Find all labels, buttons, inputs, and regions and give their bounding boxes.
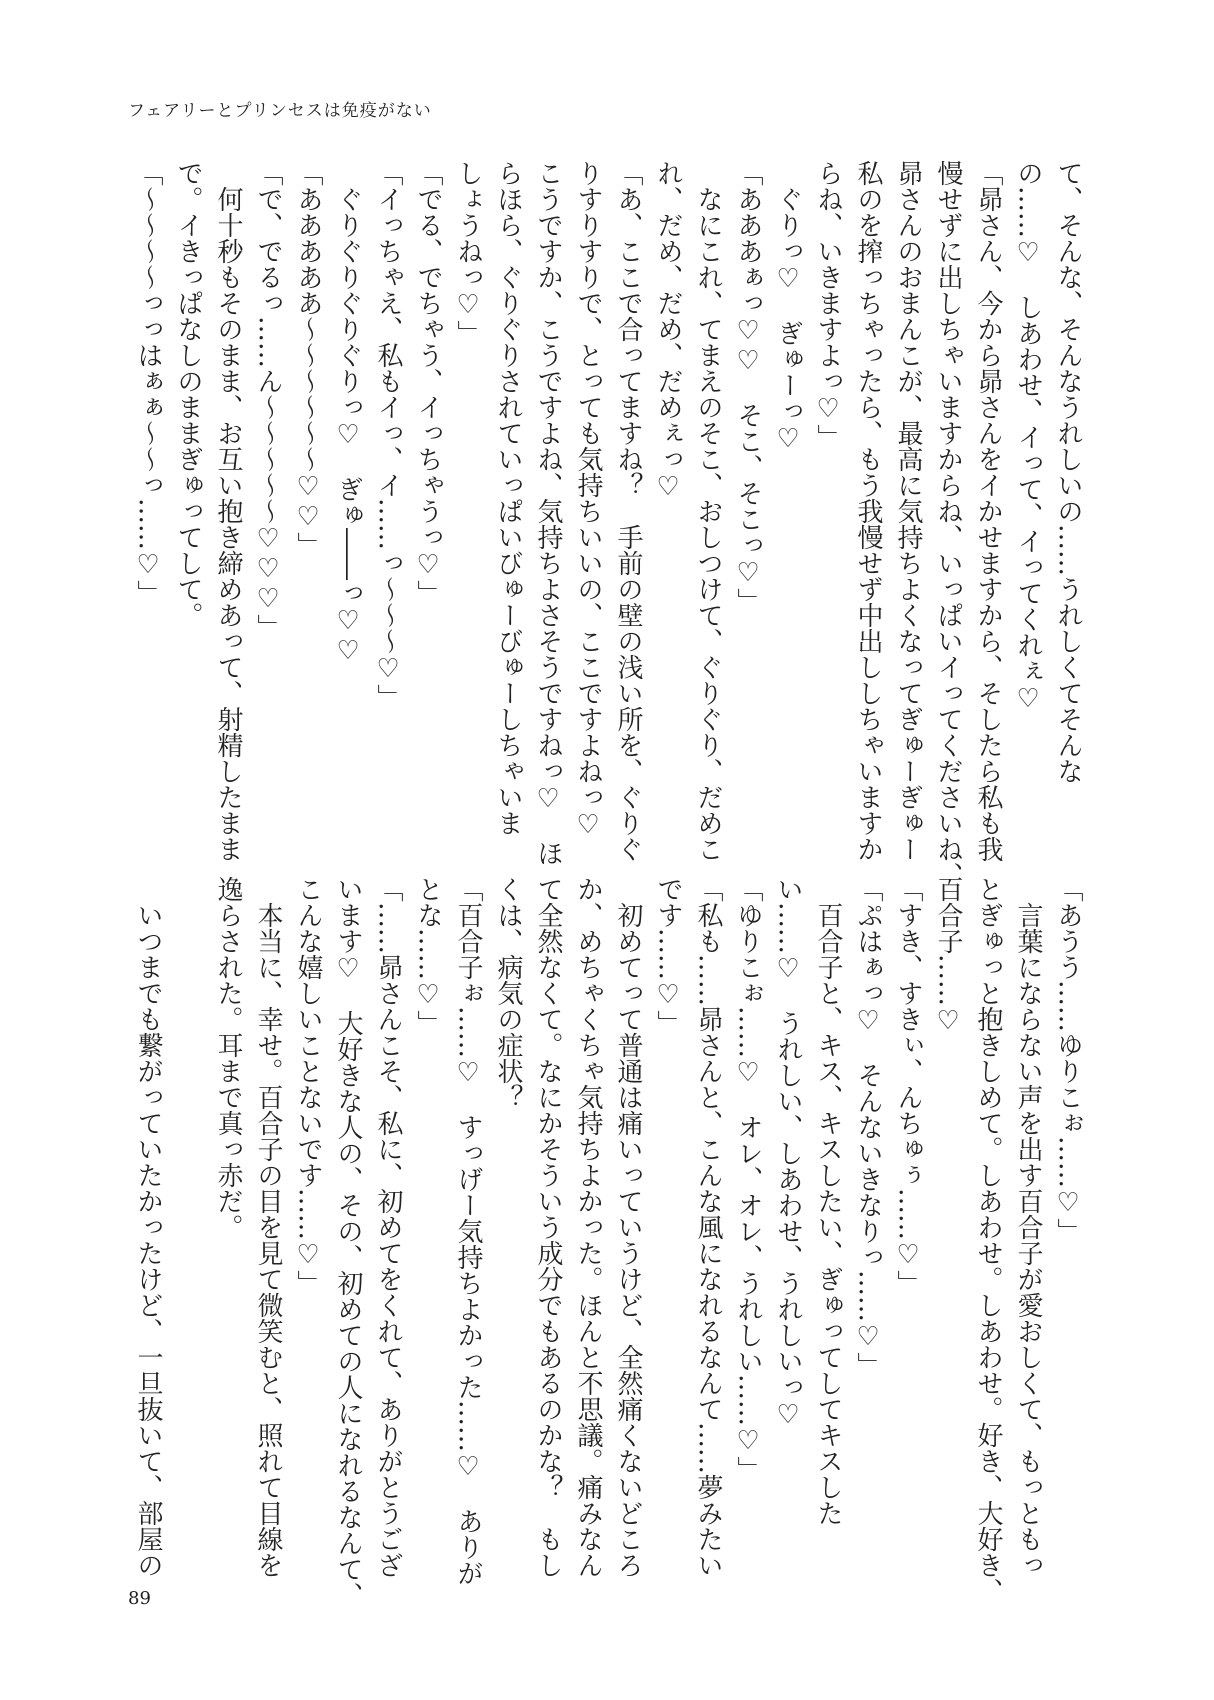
text-column: います♡ 大好きな人の、その、初めての人になれるなんて、 [333,876,363,1608]
text-column: で。イきっぱなしのままぎゅってして。 [173,160,203,628]
text-column: 「で、でるっ……ん～～～～～♡♡♡」 [253,160,283,640]
text-column: いつまでも繋がっていたかったけど、一旦抜いて、部屋の [133,876,163,1578]
text-column: 私のを搾っちゃったら、もう我慢せず中出ししちゃいますか [853,160,883,862]
text-column: しょうねっ♡」 [453,160,483,346]
text-column: らね、いきますよっ♡」 [813,160,843,450]
text-column: 何十秒もそのまま、お互い抱き締めあって、射精したまま [213,160,243,862]
text-column: 「あうう……ゆりこぉ……♡」 [1053,876,1083,1244]
text-column: い……♡ うれしい、しあわせ、うれしいっ♡ [773,876,803,1430]
text-column: 「ゆりこぉ……♡ オレ、オレ、うれしい……♡」 [733,876,763,1482]
text-column: 「ぷはぁっ♡ そんないきなりっ……♡」 [853,876,883,1378]
text-column: 慢せずに出しちゃいますからね、いっぱいイってくださいね、 [933,160,963,888]
text-column: て、そんな、そんなうれしいの……うれしくてそんな [1053,160,1083,784]
text-column: 百合子……♡ [933,876,963,1036]
text-column: 「私も……昴さんと、こんな風になれるなんて……夢みたい [693,876,723,1578]
text-column: とな……♡」 [413,876,443,1036]
text-column: 言葉にならない声を出す百合子が愛おしくて、もっともっ [1013,876,1043,1578]
text-column: 「……昴さんこそ、私に、初めてをくれて、ありがとうござ [373,876,403,1578]
text-column: 「あ、ここで合ってますね？ 手前の壁の浅い所を、ぐりぐ [613,160,643,862]
text-column: とぎゅっと抱きしめて。しあわせ。しあわせ。好き、大好き、 [973,876,1003,1604]
text-column: くは、病気の症状？ [493,876,523,1110]
top-text-block [128,160,1088,888]
text-column: か、めちゃくちゃ気持ちよかった。ほんと不思議。痛みなん [573,876,603,1578]
text-column: こうですか、こうですよね、気持ちよさそうですねっ♡ ほ [533,160,563,866]
text-column: ぐりぐりぐりぐりっ♡ ぎゅ――っ♡♡ [333,160,363,666]
text-column: 「昴さん、今から昴さんをイかせますから、そしたら私も我 [973,160,1003,862]
text-column: 「でる、でちゃう、イっちゃうっ♡」 [413,160,443,606]
page-number: 89 [128,1588,151,1609]
text-column [168,876,208,1556]
text-column: て全然なくて。なにかそういう成分でもあるのかな？ もし [533,876,563,1578]
text-column: なにこれ、てまえのそこ、おしつけて、ぐりぐり、だめこ [693,160,723,862]
text-column: 「イっちゃえ、私もイっ、イ……っ～～～♡」 [373,160,403,710]
text-column: 逸らされた。耳まで真っ赤だ。 [213,876,243,1240]
text-column: 本当に、幸せ。百合子の目を見て微笑むと、照れて目線を [253,876,283,1578]
text-column: りすりすりで、とっても気持ちいいの、ここですよねっ♡ [573,160,603,840]
text-column: らほら、ぐりぐりされていっぱいびゅーびゅーしちゃいま [493,160,523,836]
text-column: れ、だめ、だめ、だめぇっ♡ [653,160,683,502]
running-title: フェアリーとプリンセスは免疫がない [128,101,432,121]
text-column: 「百合子ぉ……♡ すっげー気持ちよかった……♡ ありが [453,876,483,1586]
text-column: 百合子と、キス、キスしたい、ぎゅってしてキスした [813,876,843,1526]
text-column: 「～～～～っっはぁぁ～～っ……♡」 [133,160,163,606]
text-column: 「あああぁっ♡♡ そこ、そこっ♡」 [733,160,763,614]
text-column: 「あああああ～～～～～～♡♡」 [293,160,323,558]
text-column: 「すき、すきぃ、んちゅぅ……♡」 [893,876,923,1296]
text-column: 初めてって普通は痛いっていうけど、全然痛くないどころ [613,876,643,1578]
text-column: こんな嬉しいことないです……♡」 [293,876,323,1296]
text-column: ぐりっ♡ ぎゅーっ♡ [773,160,803,454]
text-column: 昴さんのおまんこが、最高に気持ちよくなってぎゅーぎゅー [893,160,923,862]
text-column: の……♡ しあわせ、イって、イってくれぇ♡ [1013,160,1043,714]
text-column: です……♡」 [653,876,683,1036]
